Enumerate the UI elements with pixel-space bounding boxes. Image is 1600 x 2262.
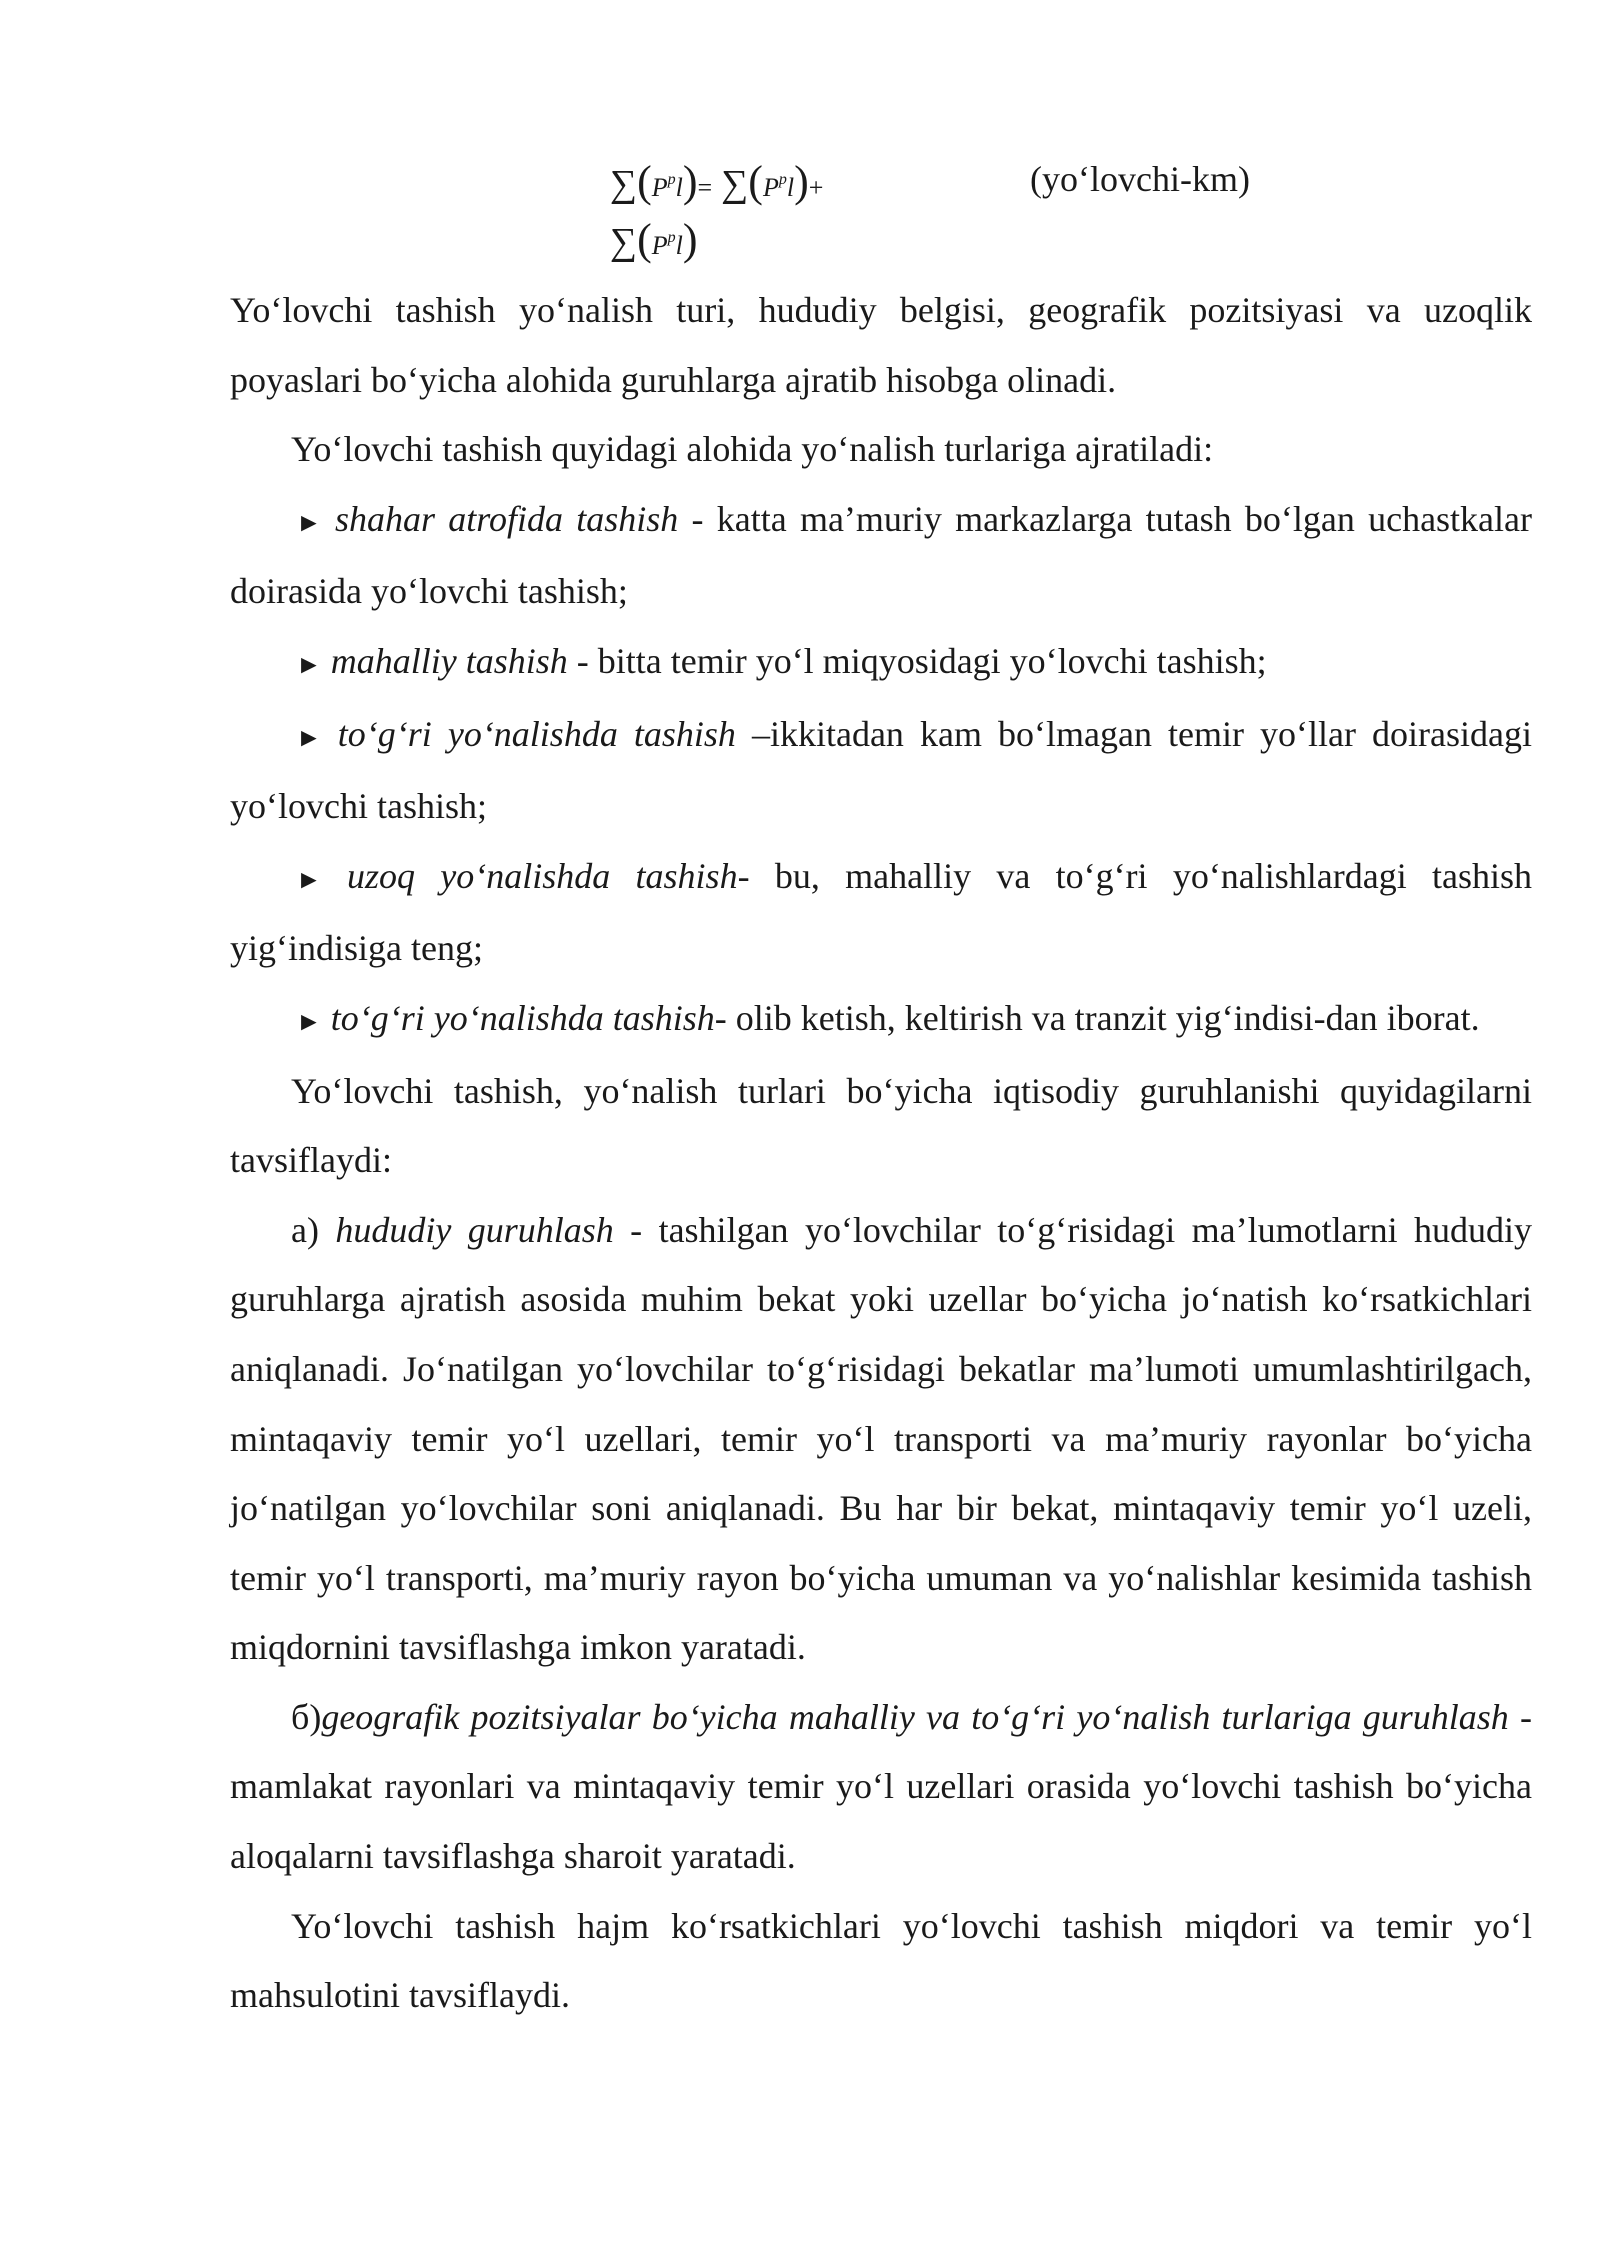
bullet-term: shahar atrofida tashish xyxy=(335,498,679,539)
paragraph-group-b xyxy=(230,1683,1532,1892)
term-superscript: p xyxy=(667,171,676,188)
bullet-item xyxy=(230,842,1532,984)
bullet-term: to‘g‘ri yo‘nalishda tashish xyxy=(337,713,736,754)
bullet-term: uzoq yo‘nalishda tashish xyxy=(347,855,738,896)
paragraph-2: Yo‘lovchi tashish quyidagi alohida yo‘nalish turlariga ajratiladi: xyxy=(291,429,1214,470)
equals-sign: = xyxy=(697,173,713,202)
bullet-term: mahalliy tashish xyxy=(330,640,568,681)
plus-sign: + xyxy=(808,173,824,202)
triangle-bullet-icon: ► xyxy=(296,722,322,752)
sigma-symbol: ∑ xyxy=(610,221,638,263)
bullet-item xyxy=(230,700,1532,842)
triangle-bullet-icon: ► xyxy=(296,649,322,679)
bullet-text: - bitta temir yo‘l miqyosidagi yo‘lovchi tashish; xyxy=(567,640,1267,681)
group-a-text: - tashilgan yo‘lovchilar to‘g‘risidagi ma’lumotlarni hududiy guruhlarga ajratish asosida muhim bekat yoki uzellar bo‘yicha jo‘natish ko‘rsatkichlari aniqlanadi. Jo‘natilgan yo‘lovchilar to‘g‘risidagi bekatlar ma’lumoti umumlashtirilgach, mintaqaviy temir yo‘l uzellari, temir yo‘l transporti va ma’muriy rayonlar bo‘yicha jo‘natilgan yo‘lovchilar soni aniqlanadi. Bu har bir bekat, mintaqaviy temir yo‘l uzeli, temir yo‘l transporti, ma’muriy rayon bo‘yicha umuman va yo‘nalishlar kesimida tashish miqdornini tavsiflashga imkon yaratadi. xyxy=(230,1209,1532,1668)
paragraph-3: Yo‘lovchi tashish, yo‘nalish turlari bo‘yicha iqtisodiy guruhlanishi quyidagilarni tavsiflaydi: xyxy=(230,1070,1532,1181)
formula-unit: (yo‘lovchi-km) xyxy=(1030,159,1250,199)
bullet-item xyxy=(230,485,1532,627)
bullet-text: - olib ketish, keltirish va tranzit yig‘indisi-dan iborat. xyxy=(714,997,1480,1038)
right-paren: ) xyxy=(682,215,698,264)
term-subscript: l xyxy=(786,173,795,202)
document-body xyxy=(230,276,1532,2031)
bullet-text: - bu, mahalliy va to‘g‘ri yo‘nalishlardagi tashish yig‘indisiga teng; xyxy=(230,855,1533,969)
paragraph-1: Yo‘lovchi tashish yo‘nalish turi, hududiy belgisi, geografik pozitsiyasi va uzoqlik poyaslari bo‘yicha alohida guruhlarga ajratib hisobga olinadi. xyxy=(230,290,1532,400)
sigma-symbol: ∑ xyxy=(721,163,749,205)
bullet-text: - katta ma’muriy markazlarga tutash bo‘lgan uchastkalar doirasida yo‘lovchi tashish; xyxy=(230,498,1533,612)
term-subscript: l xyxy=(675,173,683,202)
term-subscript: l xyxy=(675,231,683,260)
bullet-term: to‘g‘ri yo‘nalishda tashish xyxy=(330,997,715,1038)
term-base: P xyxy=(651,173,668,202)
group-b-text: - mamlakat rayonlari va mintaqaviy temir yo‘l uzellari orasida yo‘lovchi tashish bo‘yicha aloqalarni tavsiflashga sharoit yaratadi. xyxy=(230,1696,1532,1877)
bullet-item xyxy=(230,984,1532,1057)
triangle-bullet-icon: ► xyxy=(296,507,322,537)
term-superscript: p xyxy=(778,171,787,188)
group-a-term: hududiy guruhlash xyxy=(335,1209,614,1250)
left-paren: ( xyxy=(637,215,652,264)
group-b-term: geografik pozitsiyalar bo‘yicha mahalliy va to‘g‘ri yo‘nalish turlariga guruhlash xyxy=(321,1696,1509,1737)
sigma-symbol: ∑ xyxy=(610,163,638,205)
formula-line-1 xyxy=(610,156,823,207)
paragraph-6: Yo‘lovchi tashish hajm ko‘rsatkichlari yo‘lovchi tashish miqdori va temir yo‘l mahsulotini tavsiflaydi. xyxy=(230,1905,1532,2016)
left-paren: ( xyxy=(748,157,763,206)
formula-line-2 xyxy=(610,214,698,265)
group-b-prefix: б) xyxy=(291,1696,322,1737)
left-paren: ( xyxy=(637,157,652,206)
paragraph-group-a xyxy=(230,1196,1532,1683)
group-a-prefix: a) xyxy=(291,1209,336,1250)
bullet-text: –ikkitadan kam bo‘lmagan temir yo‘llar doirasidagi yo‘lovchi tashish; xyxy=(230,713,1533,827)
term-base: P xyxy=(762,173,779,202)
right-paren: ) xyxy=(682,157,698,206)
triangle-bullet-icon: ► xyxy=(296,864,322,894)
triangle-bullet-icon: ► xyxy=(296,1006,322,1036)
formula-block xyxy=(610,150,1410,270)
bullet-item xyxy=(230,627,1532,700)
right-paren: ) xyxy=(794,157,809,206)
term-base: P xyxy=(651,231,668,260)
term-superscript: p xyxy=(667,229,676,246)
